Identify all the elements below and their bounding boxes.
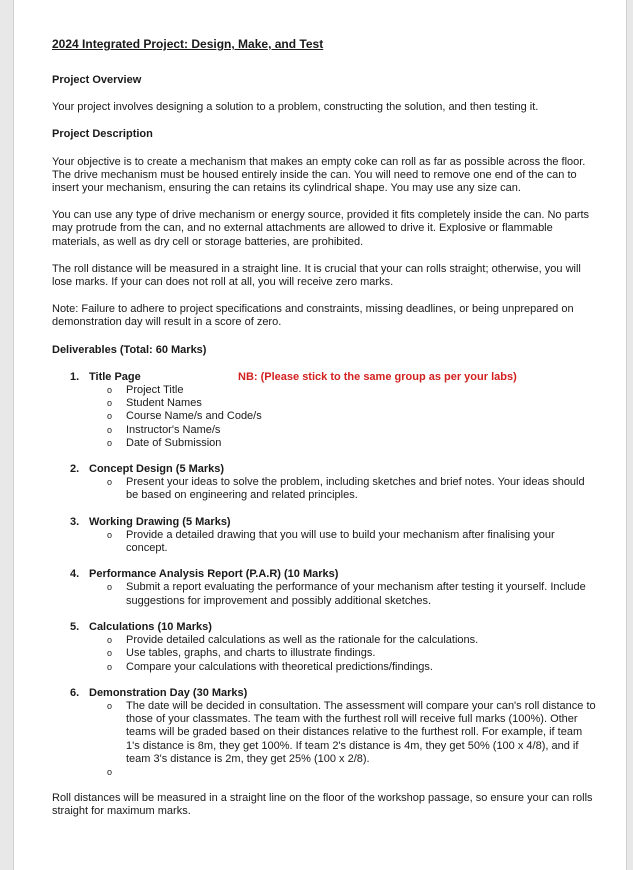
bullet-icon: o	[107, 766, 113, 777]
deliverable-item	[70, 463, 597, 503]
bullet-icon: o	[107, 661, 113, 672]
item-number: 1.	[70, 370, 80, 383]
bullet-icon: o	[107, 477, 113, 488]
sub-item-text: The date will be decided in consultation. The assessment will compare your can's roll distance to those of your classmates. The team with the furthest roll will receive full marks (100%). Other teams will be graded based on their distances relative to the furthest roll. For example, if team 1's distance is 8m, they get 100%. If team 2's distance is 4m, they get 50% (100 x 4/8), and if team 3's distance is 2m, they get 25% (100 x 2/8).	[126, 699, 596, 765]
item-title: Working Drawing (5 Marks)	[89, 515, 231, 528]
description-paragraph-4: Note: Failure to adhere to project specifications and constraints, missing deadlines, or being unprepared on demonstration day will result in a score of zero.	[52, 303, 574, 329]
bullet-icon: o	[107, 582, 113, 593]
sub-item	[89, 410, 597, 423]
deliverables-list	[52, 371, 597, 779]
sub-item	[89, 397, 597, 410]
sub-item-text: Provide a detailed drawing that you will use to build your mechanism after finalising your concept.	[126, 528, 555, 555]
sub-item-text: Date of Submission	[126, 436, 222, 449]
sub-item	[89, 437, 597, 450]
description-paragraph-2: You can use any type of drive mechanism or energy source, provided it fits completely inside the can. No parts may protrude from the can, and no external attachments are allowed to drive it. Explosive or flammable materials, as well as dry cell or storage batteries, are prohibited.	[52, 209, 590, 248]
item-title: Calculations (10 Marks)	[89, 620, 212, 633]
bullet-icon: o	[107, 700, 113, 711]
item-title: Demonstration Day (30 Marks)	[89, 686, 248, 699]
sub-item-text: Present your ideas to solve the problem, including sketches and brief notes. Your ideas should be based on engineering and related principles.	[126, 476, 585, 502]
item-number: 3.	[70, 515, 80, 528]
bullet-icon: o	[107, 398, 113, 409]
sub-item	[89, 424, 597, 437]
sub-item	[89, 476, 597, 502]
sub-item	[89, 766, 597, 779]
sub-item	[89, 384, 597, 397]
bullet-icon: o	[107, 529, 113, 540]
sub-item-text: Instructor's Name/s	[126, 423, 221, 436]
item-title: Performance Analysis Report (P.A.R) (10 Marks)	[89, 568, 339, 581]
document-title: 2024 Integrated Project: Design, Make, and Test	[52, 37, 324, 51]
sub-item	[89, 661, 597, 674]
sub-item-text: Project Title	[126, 384, 184, 397]
deliverable-item	[70, 371, 597, 450]
sub-item	[89, 634, 597, 647]
sub-item-text: Submit a report evaluating the performance of your mechanism after testing it yourself. Include suggestions for improvement and possibly additional sketches.	[126, 581, 586, 607]
deliverable-item	[70, 516, 597, 556]
sub-item-text: Compare your calculations with theoretical predictions/findings.	[126, 660, 433, 673]
description-paragraph-1: Your objective is to create a mechanism that makes an empty coke can roll as far as possible across the floor. The drive mechanism must be housed entirely inside the can. You will need to remove one end of the can to insert your mechanism, ensuring the can retains its cylindrical shape. You may use any size can.	[52, 155, 586, 195]
overview-text: Your project involves designing a solution to a problem, constructing the solution, and then testing it.	[52, 101, 539, 114]
bullet-icon: o	[107, 411, 113, 422]
sub-item	[89, 647, 597, 660]
bullet-icon: o	[107, 385, 113, 396]
deliverable-item	[70, 621, 597, 674]
item-title: Concept Design (5 Marks)	[89, 463, 225, 476]
sub-item-text: Student Names	[126, 397, 202, 410]
deliverable-item	[70, 687, 597, 779]
sub-item	[89, 529, 597, 555]
item-number: 2.	[70, 463, 80, 476]
bullet-icon: o	[107, 648, 113, 659]
sub-item	[89, 581, 597, 607]
bullet-icon: o	[107, 635, 113, 646]
item-title: Title Page	[89, 370, 141, 383]
item-number: 5.	[70, 620, 80, 633]
description-paragraph-3: The roll distance will be measured in a straight line. It is crucial that your can rolls straight; otherwise, you will lose marks. If your can does not roll at all, you will receive zero marks.	[52, 262, 581, 289]
document-content	[52, 37, 597, 818]
sub-item-text: Course Name/s and Code/s	[126, 410, 262, 423]
document-page	[13, 0, 627, 870]
sub-item	[89, 700, 597, 766]
bullet-icon: o	[107, 424, 113, 435]
description-heading: Project Description	[52, 128, 153, 141]
sub-item-text: Use tables, graphs, and charts to illustrate findings.	[126, 647, 376, 660]
item-number: 4.	[70, 568, 80, 581]
closing-paragraph: Roll distances will be measured in a straight line on the floor of the workshop passage, so ensure your can rolls straight for maximum marks.	[52, 791, 593, 818]
bullet-icon: o	[107, 437, 113, 448]
item-number: 6.	[70, 686, 80, 699]
deliverables-heading: Deliverables (Total: 60 Marks)	[52, 343, 207, 356]
sub-item-text: Provide detailed calculations as well as the rationale for the calculations.	[126, 634, 479, 647]
deliverable-item	[70, 568, 597, 608]
overview-heading: Project Overview	[52, 74, 142, 86]
group-note: NB: (Please stick to the same group as per your labs)	[238, 370, 517, 383]
